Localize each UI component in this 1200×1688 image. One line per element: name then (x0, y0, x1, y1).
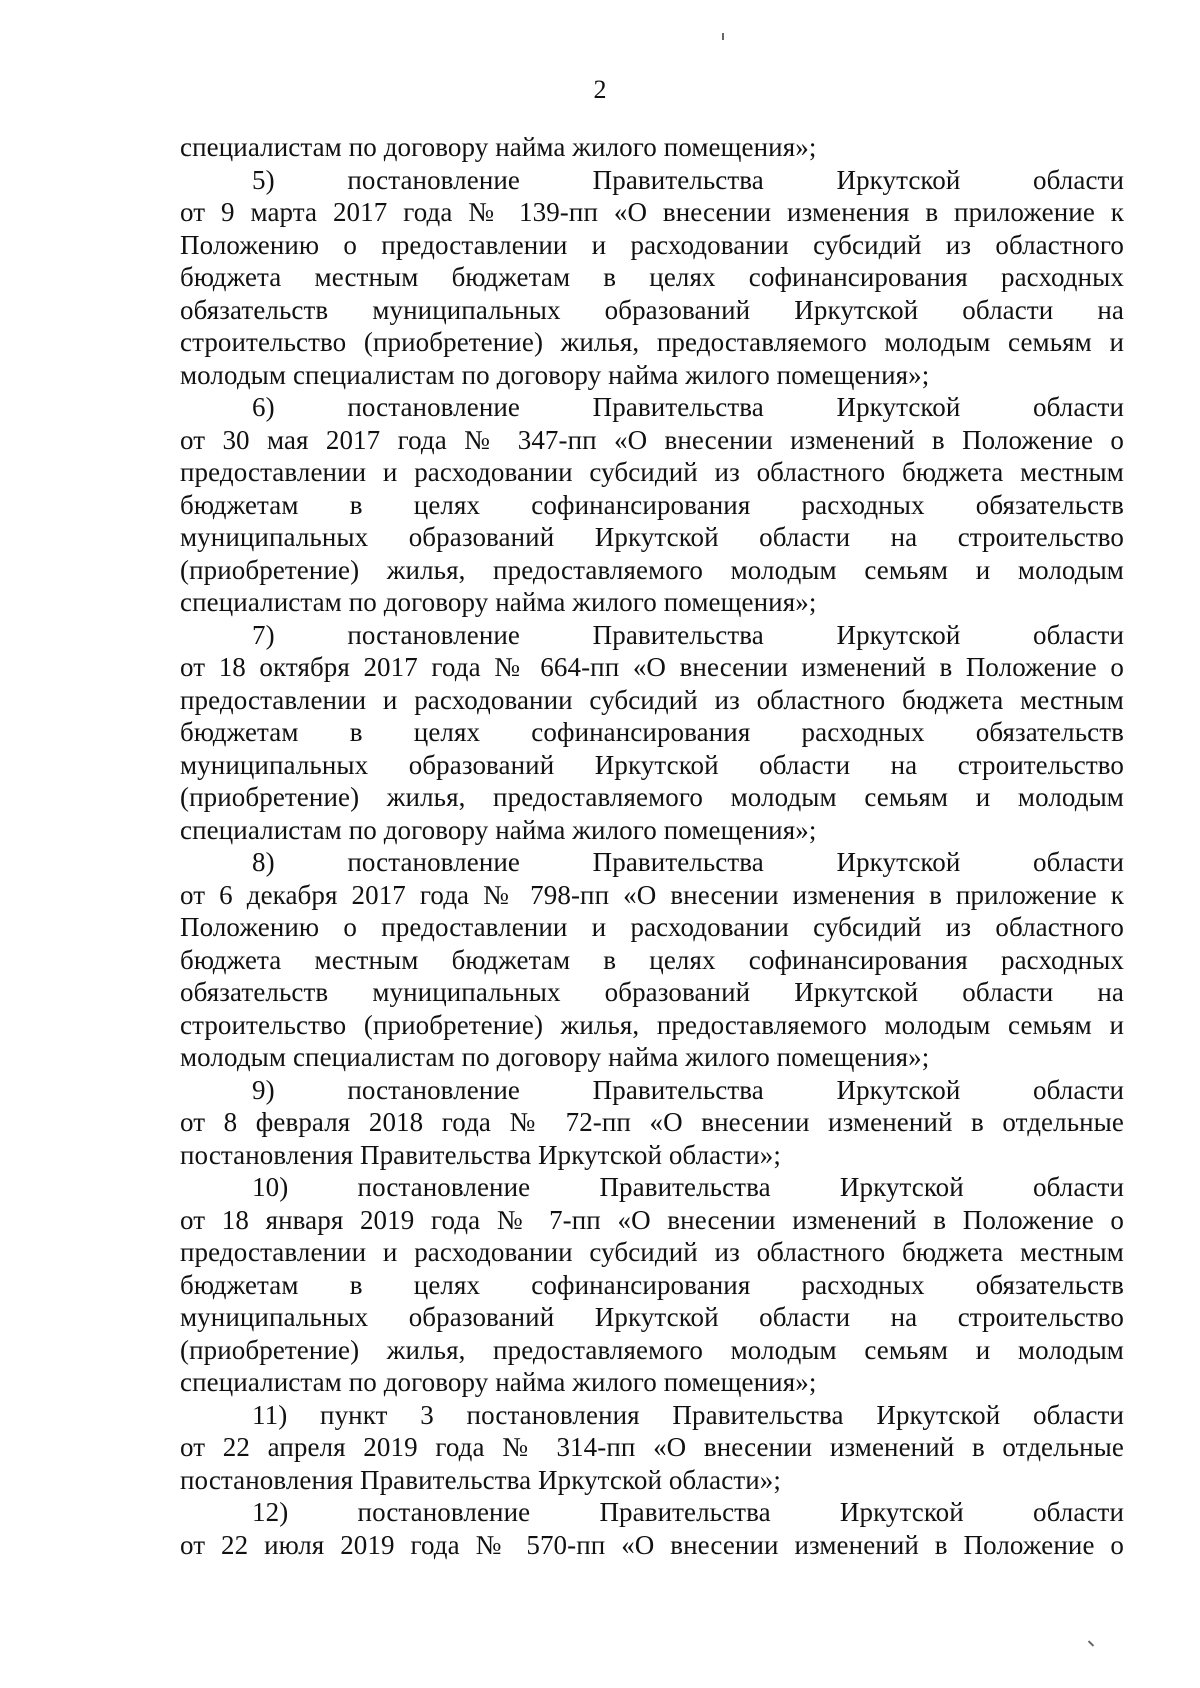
text-line: бюджетам в целях софинансирования расходных обязательств (180, 1269, 1124, 1300)
text-line: от 6 декабря 2017 года № 798-пп «О внесении изменения в приложение к (180, 879, 1124, 910)
text-line: специалистам по договору найма жилого помещения»; (180, 814, 817, 845)
text-line: от 18 октября 2017 года № 664-пп «О внесении изменений в Положение о (180, 652, 1124, 682)
text-line: от 22 апреля 2019 года № 314-пп «О внесении изменений в отдельные (180, 1432, 1124, 1462)
text-line: строительство (приобретение) жилья, предоставляемого молодым семьям и (180, 327, 1124, 357)
text-line: от 9 марта 2017 года № 139-пп «О внесении изменения в приложение к (180, 197, 1124, 227)
text-line: муниципальных образований Иркутской области на строительство (180, 749, 1124, 780)
text-line: (приобретение) жилья, предоставляемого молодым семьям и молодым (180, 782, 1124, 812)
text-line: специалистам по договору найма жилого помещения»; (180, 1367, 817, 1397)
scan-speck (722, 33, 724, 40)
text-line: обязательств муниципальных образований Иркутской области на (180, 294, 1124, 325)
text-line: бюджетам в целях софинансирования расходных обязательств (180, 489, 1124, 520)
text-line: муниципальных образований Иркутской области на строительство (180, 522, 1124, 552)
text-line: 12) постановление Правительства Иркутской области (252, 1497, 1124, 1527)
scan-speck (1088, 1640, 1094, 1646)
text-line: (приобретение) жилья, предоставляемого молодым семьям и молодым (180, 554, 1124, 585)
text-line: от 22 июля 2019 года № 570-пп «О внесении изменений в Положение о (180, 1529, 1124, 1560)
text-line: бюджета местным бюджетам в целях софинансирования расходных (180, 944, 1124, 975)
text-line: предоставлении и расходовании субсидий из областного бюджета местным (180, 1237, 1124, 1267)
text-line: Положению о предоставлении и расходовании субсидий из областного (180, 912, 1124, 942)
text-line: бюджета местным бюджетам в целях софинансирования расходных (180, 262, 1124, 292)
text-line: от 8 февраля 2018 года № 72-пп «О внесении изменений в отдельные (180, 1107, 1124, 1137)
text-line: специалистам по договору найма жилого помещения»; (180, 587, 817, 617)
text-line: 6) постановление Правительства Иркутской области (252, 392, 1124, 422)
text-line: постановления Правительства Иркутской области»; (180, 1464, 781, 1495)
text-line: бюджетам в целях софинансирования расходных обязательств (180, 717, 1124, 747)
text-line: (приобретение) жилья, предоставляемого молодым семьям и молодым (180, 1334, 1124, 1365)
text-line: 10) постановление Правительства Иркутской области (252, 1172, 1124, 1202)
text-line: молодым специалистам по договору найма жилого помещения»; (180, 359, 930, 390)
text-line: от 18 января 2019 года № 7-пп «О внесении изменений в Положение о (180, 1204, 1124, 1235)
text-line: 7) постановление Правительства Иркутской области (252, 619, 1124, 650)
text-line: обязательств муниципальных образований Иркутской области на (180, 977, 1124, 1007)
page-number: 2 (593, 75, 607, 104)
text-line: предоставлении и расходовании субсидий из областного бюджета местным (180, 684, 1124, 715)
text-line: молодым специалистам по договору найма жилого помещения»; (180, 1042, 930, 1072)
text-line: от 30 мая 2017 года № 347-пп «О внесении изменений в Положение о (180, 424, 1124, 455)
text-line: специалистам по договору найма жилого помещения»; (180, 132, 817, 162)
document-body (180, 131, 1124, 1561)
text-line: 5) постановление Правительства Иркутской области (252, 164, 1124, 195)
text-line: предоставлении и расходовании субсидий из областного бюджета местным (180, 457, 1124, 487)
text-line: 8) постановление Правительства Иркутской области (252, 847, 1124, 877)
text-line: постановления Правительства Иркутской области»; (180, 1139, 781, 1170)
text-line: строительство (приобретение) жилья, предоставляемого молодым семьям и (180, 1009, 1124, 1040)
text-line: 9) постановление Правительства Иркутской области (252, 1074, 1124, 1105)
text-line: 11) пункт 3 постановления Правительства Иркутской области (252, 1399, 1124, 1430)
text-line: муниципальных образований Иркутской области на строительство (180, 1302, 1124, 1332)
text-line: Положению о предоставлении и расходовании субсидий из областного (180, 229, 1124, 260)
